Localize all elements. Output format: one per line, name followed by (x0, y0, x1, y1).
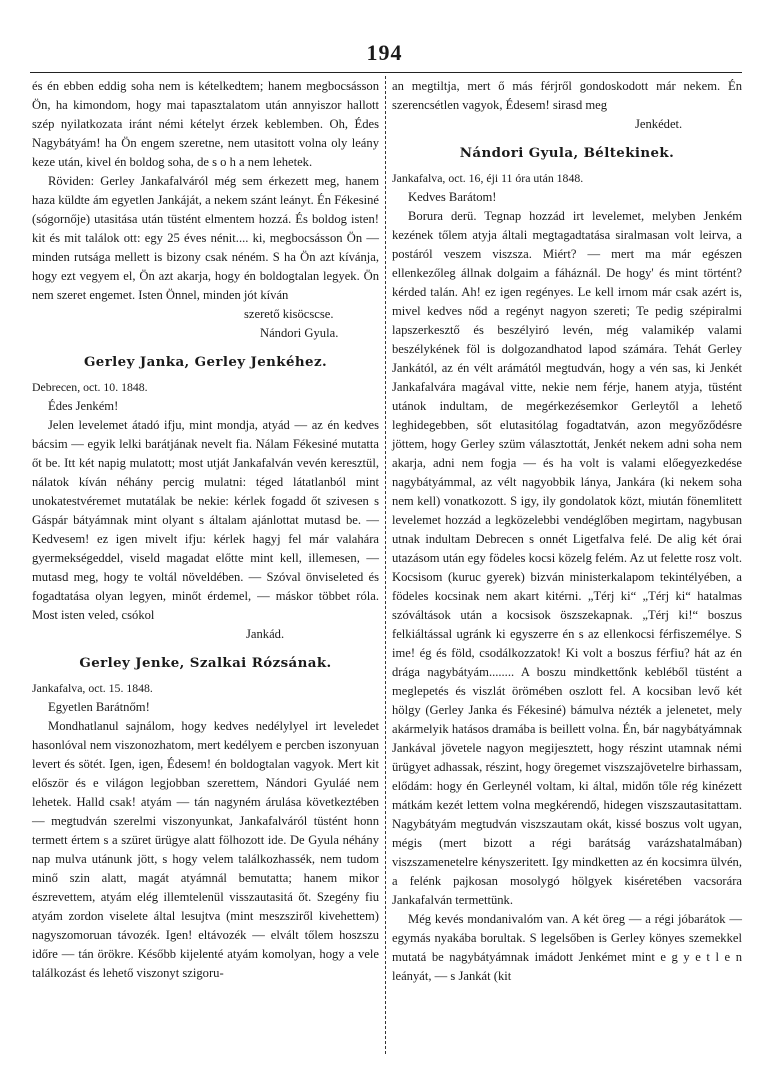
letter-body-paragraph: Jelen levelemet átadó ifju, mint mondja, atyád — az én kedves bácsim — egyik lelki barátjának nevelt fia. Nálam Fékesiné mutatta őt be. Itt két napig mulatott; most utját Jankafalván vevén keresztül, nálatok kíván néhány percig mulatni: téged látatlanból mint unokatestvéremet mutatálak be nekie: kérlek fogadd őt szivesen s Gáspár bátyámnak mint olyant s általam ajánlottat mutasd be. — Kedvesem! ez igen mivelt ifju: kérlek hagyj fel már valahára gyermekségeddel, viseld magadat előtte mint kell, illemesen, — mutasd meg, hogy te voltál növeldében. — Szóval önviseleted és fogadtatása olyan legyen, minőt érdemel, — máskor többet róla. Most isten veled, csókol (32, 418, 379, 622)
signature-name: Nándori Gyula. (260, 326, 339, 340)
letter-body-paragraph: Borura derü. Tegnap hozzád irt levelemet, melyben Jenkém kezének tőlem atyja általi megtagadtatása siralmasan volt leirva, a postáról veszem viszsza. Miért? — mert ma már egészen ellenkezőleg állnak dolgaim a fáháznál. De hogy' és mint történt? kérded talán. Ah! ez igen regényes. Le kell irnom már csak azért is, mivel kedves nőd a regényt nagyon szereti; Te pedig szépiralmi lapszerkesztő és beszélyiró levén, még valamikép valami beszélykének föl is dolgozandhatod lapod számára. Tehát Gerley Jankától, az én vélt arámától megtudván, hogy a vén sas, ki Jenkét Jankafalvára magával vitte, nekie nem férje, hanem atyja, tüstént utánok indultam, de megérkezésemkor Gerleytől a lehető leghidegebben, sőt elutasitólag fogadtatván, azon megyőződésre jöttem, hogy Gerley szüm választottát, Jenkét nekem adni soha nem akarja, adni nem fogja — és ha volt is valami előegyezkedése nagybátyámmal, az vélt nagyobbik lánya, Jankára (ki nekem soha nem kell) vonatkozott. S igy, ily gondolatok közt, miután fönemlitett levelemet hozzád a legközelebbi vendéglőben megirtam, nagybusan utnak indultam Debrecen s onnét Ligetfalva felé. De alig két órai utazásom után egy födeles kocsi közelg felém. Az ut felette rosz volt. Kocsisom (kuruc gyerek) bizván ministerkalapom tekintélyében, a födeles kocsinak nem akart kitérni. „Térj ki“ „Térj ki“ hatalmas szóváltások után a kocsisok öszszekapnak. „Térj ki!“ boszus felkiáltással ugránk ki egyszerre én s az ellenkocsi férfiszemélye. S ime! ég és föld, csodálkozzatok! Ki volt a boszus férfiu? hát az én drága nagybátyám........ A boszu mindkettőnk kebléből tüstént a meglepetés és viszlát örömében oszlott fel. A kocsiban levő két hölgy (Gerley Janka és Fékesiné) bámulva nézték a jelenetet, mely akármelyik hatásos dramába is beillett volna. Én, bár nagybátyámnak Jankával jövetele nagyon megijesztett, hogy részint utamnak némi ürügyet adhassak, részint, hogy öregemet viszszajövetelre birhassam, elődám: hogy én Gerleynél voltam, ki által, midőn tőle rég kinézett mátkám kezét lettem volna megkérendő, hidegen viszszautasitattam. Nagybátyám megtudván viszszautam okát, kissé boszus volt ugyan, mégis (mert bizott a régi barátság varázshatalmában) viszszamenetelre kényszeritett. Igy mindketten az én kocsimra ülvén, a felénk pajkosan mosolygó hölgyek kiséretében vacsorára Jankafalván termettünk. (392, 209, 742, 907)
dateline: Debrecen, oct. 10. 1848. (32, 380, 148, 394)
signature-line: szerető kisöcscse. (244, 307, 334, 321)
salutation: Kedves Barátom! (408, 190, 497, 204)
header-rule (30, 72, 742, 73)
column-divider (385, 76, 387, 1054)
letter-body-paragraph: Még kevés mondanivalóm van. A két öreg — a régi jóbarátok — egymás nyakába borultak. S legelsőben is Gerley könyes szemekkel mutatá be nagybátyámnak imádott Jenkémet mint e g y e t l e n leányát, — s Jankát (kit (392, 912, 742, 983)
page-number: 194 (366, 40, 403, 65)
roviden-paragraph: Röviden: Gerley Jankafalváról még sem érkezett meg, hanem haza küldte ám egyetlen Jankáját, a nekem szánt leányt. Én Fékesiné (sógornője) utasitása után tüstént elmentem hozzá. És boldog isten! kit és mit találok ott: egy 25 éves nénit.... ki, megbocsásson Ön — minden rutsága mellett is bizony csak néném. S ha Ön azt kívánja, hogy ezt vegyem el, Ön azt akarja, hogy én boldogtalan legyek. Ön nem szeret engemet. Isten Önnel, minden jót kíván (32, 174, 379, 302)
salutation: Édes Jenkém! (48, 399, 119, 413)
letter-heading: Nándori Gyula, Béltekinek. (459, 145, 675, 161)
right-column (392, 77, 742, 986)
letter-heading: Gerley Jenke, Szalkai Rózsának. (79, 655, 332, 671)
dateline: Jankafalva, oct. 16, éji 11 óra után 1848. (392, 171, 584, 185)
letter-continuation-paragraph: és én ebben eddig soha nem is kételkedtem; hanem megbocsásson Ön, ha kimondom, hogy mai tapasztalatom után annyiszor hallott szép nyilatkozata iránt némi kételyt érzek keblemben. Oh, Édes Nagybátyám! ha Ön engem szeretne, nem utasitott volna oly leány keze után, kivel én boldog soha, de s o h a nem lehetek. (32, 79, 379, 169)
signature-name: Jenkédet. (635, 117, 683, 131)
salutation: Egyetlen Barátnőm! (48, 700, 150, 714)
letter-continuation-paragraph: an megtiltja, mert ő más férjről gondoskodott már nekem. Én szerencsétlen vagyok, Édesem! sirasd meg (392, 79, 742, 112)
left-column (32, 77, 379, 983)
signature-name: Jankád. (246, 627, 285, 641)
letter-body-paragraph: Mondhatlanul sajnálom, hogy kedves nedélylyel irt leveledet hasonlóval nem viszonozhatom, mert kedélyem e percben iszonyuan levert és sötét. Igen, igen, Édesem! én boldogtalan vagyok. Mert kit először és e világon legjobban szerettem, Nándori Gyuláé nem lehetek. Halld csak! atyám — tán nagyném árulása következtében — megtudván szerelmi viszonyunkat, Jankafalváról tüstént honn termett értem s a szüret ürügye alatt fölhozott ide. De Gyula néhány nap mulva utánunk jött, s hogy velem találkozhassék, nem tudom minő szin alatt, magát atyámnál bemutatta; hanem mikor észrevettem, atyám elég illemtelenül visszautasitá őt. Szegény fiu atyám zordon viselete által lesujtva (mint meszsziről kivehettem) nagyszomoruan távozék. Igen! eltávozék — elvált tőlem hoszszu időre — tán örökre. Később kijelenté atyám komolyan, hogy a vele találkozást és lehető viszonyt szigoru- (32, 719, 379, 980)
letter-heading: Gerley Janka, Gerley Jenkéhez. (83, 354, 328, 370)
dateline: Jankafalva, oct. 15. 1848. (32, 681, 153, 695)
